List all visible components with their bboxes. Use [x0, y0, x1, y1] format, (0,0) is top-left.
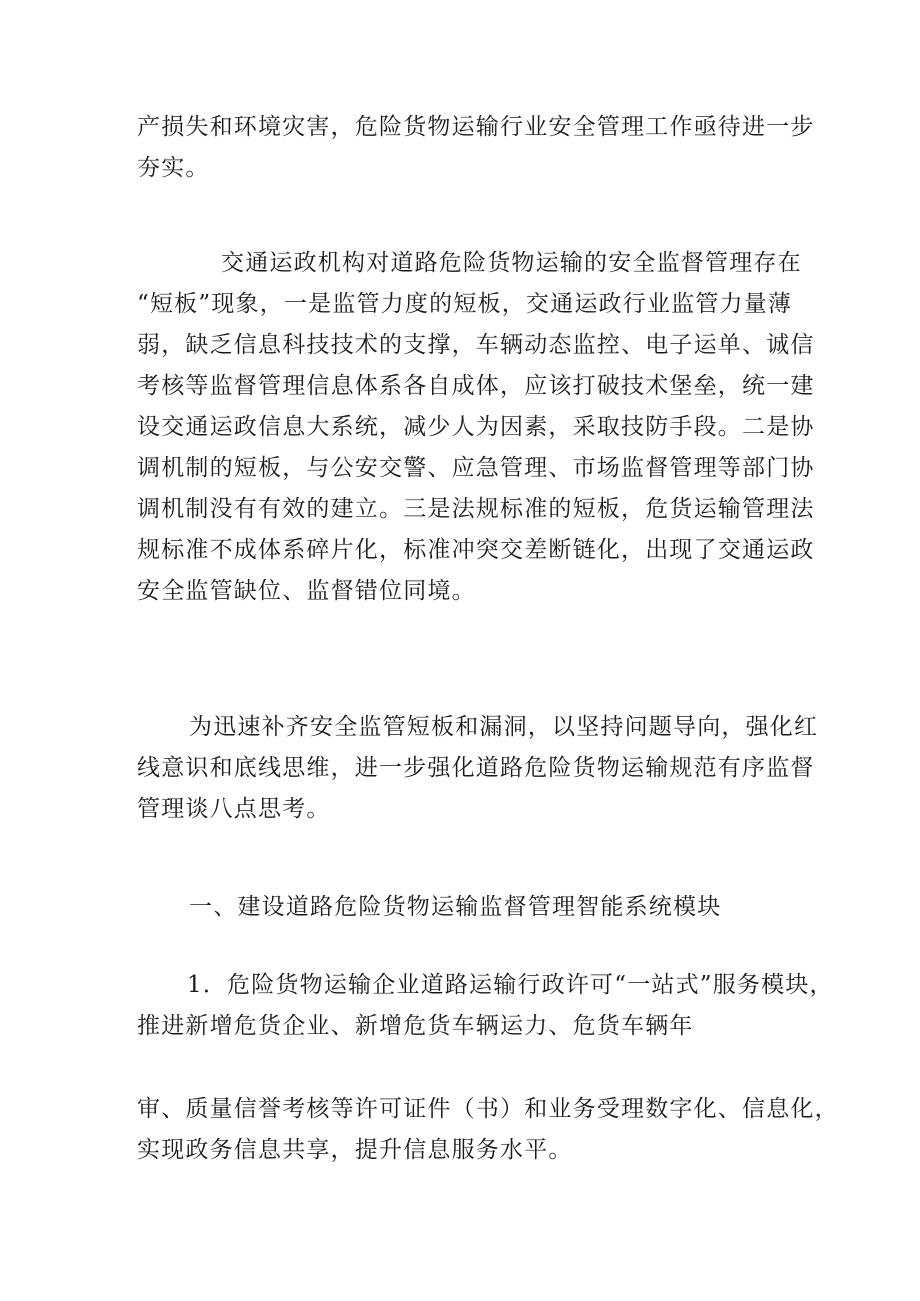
paragraph-item-1: [137, 965, 834, 1047]
text-line: 夯实。: [137, 155, 210, 181]
text-line: 规标准不成体系碎片化，标准冲突交差断链化，出现了交通运政: [137, 537, 815, 563]
text-line: 为迅速补齐安全监管短板和漏洞，以坚持问题导向，强化红: [189, 714, 819, 740]
text-line: 弱，缺乏信息科技技术的支撑，车辆动态监控、电子运单、诚信: [137, 332, 815, 358]
text-line: 1．危险货物运输企业道路运输行政许可“一站式”服务模块，: [187, 972, 834, 998]
paragraph-item-1-continued: [137, 1089, 839, 1171]
text-line: 设交通运政信息大系统，减少人为因素，采取技防手段。二是协: [137, 414, 815, 440]
text-line: 安全监管缺位、监督错位同境。: [137, 578, 476, 604]
text-line: 审、质量信誉考核等许可证件（书）和业务受理数字化、信息化，: [137, 1096, 839, 1122]
paragraph-continuation: [137, 107, 815, 189]
text-line: 产损失和环境灾害，危险货物运输行业安全管理工作亟待进一步: [137, 114, 815, 140]
text-line: 推进新增危货企业、新增危货车辆运力、危货车辆年: [137, 1013, 694, 1039]
section-heading: [137, 887, 787, 928]
text-line: 调机制没有有效的建立。三是法规标准的短板，危货运输管理法: [137, 496, 815, 522]
text-line: 一、建设道路危险货物运输监督管理智能系统模块: [189, 894, 722, 920]
text-line: 实现政务信息共享，提升信息服务水平。: [137, 1137, 573, 1163]
text-line: 线意识和底线思维，进一步强化道路危险货物运输规范有序监督: [137, 755, 815, 781]
text-line: “短板”现象，一是监管力度的短板，交通运政行业监管力量薄: [137, 291, 793, 317]
paragraph-intro: [137, 707, 819, 830]
text-line: 考核等监督管理信息体系各自成体，应该打破技术堡垒，统一建: [137, 373, 815, 399]
paragraph-shortcomings: [137, 243, 815, 612]
text-line: 管理谈八点思考。: [137, 796, 331, 822]
text-line: 交通运政机构对道路危险货物运输的安全监督管理存在: [221, 250, 802, 276]
text-line: 调机制的短板，与公安交警、应急管理、市场监督管理等部门协: [137, 455, 815, 481]
